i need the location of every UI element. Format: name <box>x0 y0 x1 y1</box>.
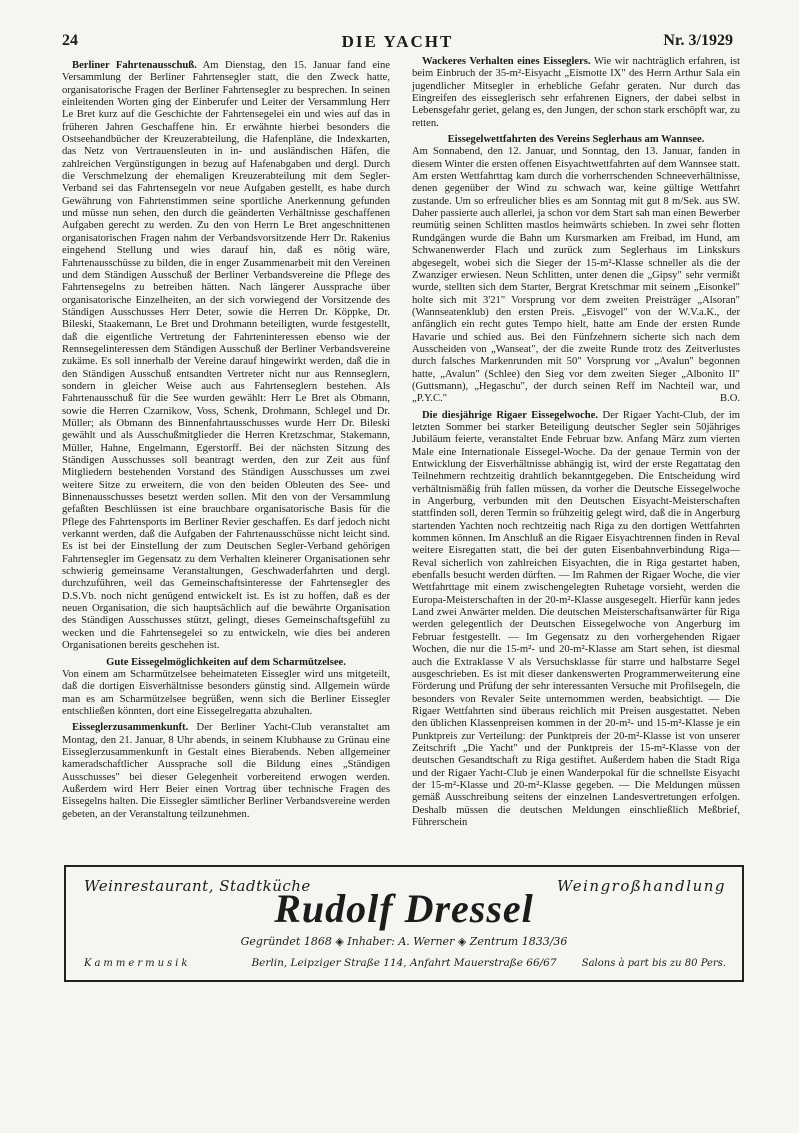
article-text: Am Sonnabend, den 12. Januar, und Sonntag, den 13. Januar, fanden in diesem Winter die ersten offenen Eisyachtwettfahrten auf dem Wannsee statt. Am ersten Wettfahrttag kam durch die vorherrschenden Schneeverhältnisse, denen gegenüber der Wind zu schwach war, keine gültige Wettfahrt zustande. Um so erfreulicher blies es am Sonntag mit gut 8 m/Sek. aus SW. Daher passierte auch allerlei, ja schon vor dem Start sah man einen Bewerber reumütig seinen Schlitten mastlos heimwärts schieben. In zwei sehr flotten Rundgängen wurde die Bahn um Kursmarken am Freibad, im Hund, am Schwanenwerder Flach und zurück zum Seglerhaus im Linkskurs abgesegelt, wobei sich die Sieger der 15-m²-Klasse schneller als die der Zwanziger erwiesen. Neun Schlitten, unter denen die „Gipsy" sehr vermißt wurde, stellten sich dem Starter, Bergrat Kretschmar mit seinem „Eisonkel" holte sich mit 3'21" Vorsprung vor dem zweiten Preisträger „Alsoran" (Wannseatenklub) den ersten Preis. „Eisvogel" von der W.V.a.K., der anfänglich ein recht gutes Tempo hielt, hatte am Ende der ersten Runde Havarie und schied aus. Bei den Fünfzehnern sicherte sich nach dem Ausscheiden von „Wanseat", der die zweite Runde trotz des Zeitverlustes durch falsches Markenrunden mit 50" Vorsprung vor „Avalun" begonnen hatte, „Avalun" (Schlee) den Sieg vor dem zweiten Sieger „Albonito II" (Guttsmann), „Hegaschu", der durch seinen Reff im Nachteil war, und „P.Y.C." <box>412 146 740 405</box>
magazine-title: DIE YACHT <box>341 32 454 51</box>
ad-salons: Salons à part bis zu 80 Pers. <box>581 958 726 969</box>
page-header <box>62 32 733 52</box>
ad-founded-line: Gegründet 1868 ◈ Inhaber: A. Werner ◈ Zentrum 1833/36 <box>240 935 568 948</box>
article-text: Von einem am Scharmützelsee beheimateten Eissegler wird uns mitgeteilt, daß die dortigen Eisverhältnisse besonders günstig sind. Allgemein würde man es am Scharmützelsee begrüßen, wenn sich die Berliner Eissegler entschließen könnten, dort eine Eissegelregatta abzuhalten. <box>62 668 390 717</box>
article <box>62 60 390 653</box>
ad-left-tagline: Weinrestaurant, Stadtküche <box>84 877 311 895</box>
ad-right-tagline: Weingroßhandlung <box>557 877 726 895</box>
article <box>412 410 740 830</box>
article <box>62 722 390 821</box>
ad-address: Berlin, Leipziger Straße 114, Anfahrt Mauerstraße 66/67 <box>251 957 557 969</box>
article <box>412 146 740 405</box>
article <box>62 669 390 718</box>
left-column <box>62 60 390 821</box>
article <box>412 56 740 130</box>
article-text: Der Rigaer Yacht-Club, der im letzten Sommer bei starker Beteiligung deutscher Segler sein 50jähriges Jubiläum feierte, veranstaltet Ende Februar bzw. Anfang März zum vierten Male eine Internationale Eissegel-Woche. Da der genaue Termin von der Entwicklung der Eisverhältnisse abhängig ist, wird der erste Regattatag den Teilnehmern rechtzeitig drahtlich bekanntgegeben. Die Entscheidung wird verhältnismäßig früh fallen müssen, da vorher die Deutsche Eissegelwoche in Angerburg, verbunden mit den Deutschen Eisyacht-Meisterschaften stattfinden soll, deren Termin so frühzeitig gelegt wird, daß die in Angerburg startenden Yachten noch rechtzeitig nach Riga zu den dortigen Wettfahrten kommen können. Im Anschluß an die Rigaer Eisyachtrennen finden in Reval weitere Eisregatten statt, die bei der guten Eisenbahnverbindung Riga—Reval sicherlich von zahlreichen Eisyachten, die in Riga gestartet haben, ebenfalls besucht werden dürften. — Im Rahmen der Rigaer Woche, die vier Wettfahrttage mit einem zwischengelegten Ruhetage vorsieht, werden die Europa-Meisterschaften in der 20-m²-Klasse ausgesegelt. Hierfür kann jedes Land zwei Anwärter melden. Die deutschen Meisterschaftsanwärter für Riga werden gelegentlich der Deutschen Eissegelwoche von Angerburg im Februar festgestellt. — Im Gegensatz zu den vorhergehenden Rigaer Wochen, die nur die 15-m²- und 20-m²-Klasse am Start sehen, ist diesmal auch die Extraklasse V als Versuchsklasse für starre und halbstarre Segel ausgeschrieben. Es ist mit dieser dankenswerten Programmerweiterung eine Förderung und Prüfung der sehr interessanten Versuche mit Profilsegeln, die besonders von Revaler Seite unternommen werden, beabsichtigt. — Die Rigaer Wettfahrten sind überaus reichlich mit Preisen ausgestattet. Neben den üblichen Klassenpreisen kommen in der 20-m²- und 15-m²-Klasse je ein Punktpreis zur Verteilung: der Punktpreis der 20-m²-Klasse ist von unserer Zeitschrift „Die Yacht" und der Punktpreis der 15-m²-Klasse von der deutschen Gesandtschaft zu Riga gestiftet. Außerdem haben die Stadt Riga und der Rigaer Yacht-Club je einen Wanderpokal für die schnellste Eisyacht der 15-m²-Klasse und 20-m²-Klasse gegeben. — Die Meldungen müssen gemäß Ausschreibung seitens der einzelnen Landesvertretungen erfolgen. Deshalb müssen die deutschen Meldungen einschließlich Meßbrief, Führerschein <box>412 409 741 828</box>
article-heading-block <box>62 657 390 669</box>
article-text: Der Berliner Yacht-Club veranstaltet am Montag, den 21. Januar, 8 Uhr abends, in seinem Klubhause zu Grünau eine Eisseglerzusammenkunft in Gestalt eines Bierabends. Neben allgemeiner kameradschaftlicher Aussprache soll die Bildung eines „Ständigen Ausschusses" bei dieser Gelegenheit vorbereitend erwogen werden. Außerdem wird Herr Beier einen Vortrag über technische Fragen des Eissegelns halten. Die Eissegler sämtlicher Berliner Verbandsvereine werden gebeten, an der Veranstaltung teilzunehmen. <box>62 722 391 820</box>
article-heading: Eissegelwettfahrten des Vereins Seglerhaus am Wannsee. <box>447 134 705 146</box>
issue-number: Nr. 3/1929 <box>663 32 733 49</box>
article-heading: Die diesjährige Rigaer Eissegelwoche. <box>422 409 599 421</box>
article-heading: Wackeres Verhalten eines Eisseglers. <box>422 56 591 67</box>
article-heading: Eisseglerzusammenkunft. <box>72 722 189 734</box>
article-text: Wie wir nachträglich erfahren, ist beim Einbruch der 35-m²-Eisyacht „Eismotte IX" des Herrn Arthur Sala ein jugendlicher Mitsegler in erhebliche Gefahr geraten. Nur durch das Eingreifen des eisseglerisch sehr erfahrenen Eigners, der dabei selbst in Lebensgefahr geriet, gelang es, den Jungen, der schon stark erschöpft war, zu retten. <box>412 56 740 129</box>
article-heading-block <box>412 134 740 146</box>
article-heading: Gute Eissegelmöglichkeiten auf dem Scharmützelsee. <box>106 656 346 668</box>
article-heading: Berliner Fahrtenausschuß. <box>72 60 197 71</box>
page-number: 24 <box>62 32 78 49</box>
ad-company-name: Rudolf Dressel <box>274 886 534 931</box>
article-signature: B.O. <box>719 393 740 405</box>
ad-music: Kammermusik <box>84 958 191 969</box>
article-text: Am Dienstag, den 15. Januar fand eine Versammlung der Berliner Fahrtensegler statt, die den Zweck hatte, organisatorische Fragen der Berliner Fahrtensegler zu besprechen. In seinen einleitenden Worten ging der Einberufer und Leiter der Versammlung Herr Le Bret kurz auf die Geschichte der Fahrtensegelei ein und wies auf das in früheren Jahren Geschaffene hin. Er erwähnte hierbei besonders die Ostseehandbücher der Kreuzerabteilung, die Hafenpläne, die Indexkarten, das Netz von Vertrauensleuten in in- und ausländischen Häfen, die zahlreichen Vergünstigungen in bezug auf Hafenabgaben und dergl. Durch die Verschmelzung der ehemaligen Kreuzerabteilung mit dem Segler-Verband sei das Fahrtensegeln vor neue Aufgaben gestellt, es habe durch Gewährung von Fahrtenstimmen seine sportliche Anerkennung gefunden und müsse nun sehen, den durch die geänderten Verhältnisse geschaffenen Aufgaben gerecht zu werden. Zu den von Herrn Le Bret angeschnittenen organisatorischen Fragen nahm der Verbandsvorsitzende Herr Dr. Rakenius eingehend Stellung und wies darauf hin, daß es nötig wäre, Fahrtenausschüsse zu bilden, die in enger Zusammenarbeit mit den Vereinen und dem Ständigen Ausschuß der Berliner Verbandsvereine die Pflege des Fahrtensegelns zu betreiben hätten. Nach längerer Aussprache über organisatorische Einzelheiten, an der sich vorwiegend der Vorsitzende des Ständigen Ausschusses Herr Deter, sowie die Herren Dr. Köppke, Dr. Bileski, Staakemann, Le Bret und Drohmann beteiligten, wurde festgestellt, daß die eigentliche Vertretung der Fahrteninteressen ebenso wie der Rennsegelinteressen dem Ständigen Ausschuß der Berliner Verbandsvereine zukäme. Es soll innerhalb der Vereine darauf hingewirkt werden, daß die in den Ständigen Ausschuß entsandten Vertreter nicht nur aus Rennseglern, sondern in gleicher Weise auch aus Fahrtenseglern bestehen. Als Fahrtenausschuß für die See wurden gewählt: Herr Le Bret als Obmann, sowie die Herren Czarnikow, Voss, Schenk, Drohmann, Schlegel und Dr. Müller; als Obmann des Binnenfahrtausschusses wurde Herr Dr. Bileski gewählt und als Ausschußmitglieder die Herren Kretzschmar, Stakemann, Müller, Hahne, Engelmann, Egerstorff. Bei der nächsten Sitzung des Ständigen Ausschusses soll beantragt werden, den zur Zeit aus fünf Mitgliedern bestehenden Vorstand des Ständigen Ausschusses um zwei weitere Sitze zu erweitern, die von den beiden Obleuten des See- und Binnenausschusses besetzt werden sollen. Mit den von der Versammlung gefaßten Beschlüssen ist eine brauchbare organisatorische Basis für die Pflege des Fahrtensports im Berliner Revier geschaffen. Es darf jedoch nicht verkannt werden, daß die Aufgaben der Fahrtenausschüsse nicht leicht sind. Es ist bei der Einstellung der zum Deutschen Segler-Verband gehörigen Fahrtensegler im Gegensatz zu dem Verhalten kleinerer Organisationen sehr schwierig gemeinsame Veranstaltungen, Geschwaderfahrten und dergl. durchzuführen, weil das Gemeinschaftsinteresse der Fahrtensegler des D.S.Vb. noch nicht genügend entwickelt ist. Es ist zu hoffen, daß es der neuen Organisation, die sich hauptsächlich auf die bewährte Organisation des Ständigen Ausschusses stützt, gelingt, dieses Gemeinschaftsgefühl zu wecken und die Fahrtensegelei so zu entwickeln, wie dies bei anderen Organisationen bereits geschehen ist. <box>62 60 390 652</box>
advertisement-box <box>64 865 744 982</box>
right-column <box>412 56 740 829</box>
